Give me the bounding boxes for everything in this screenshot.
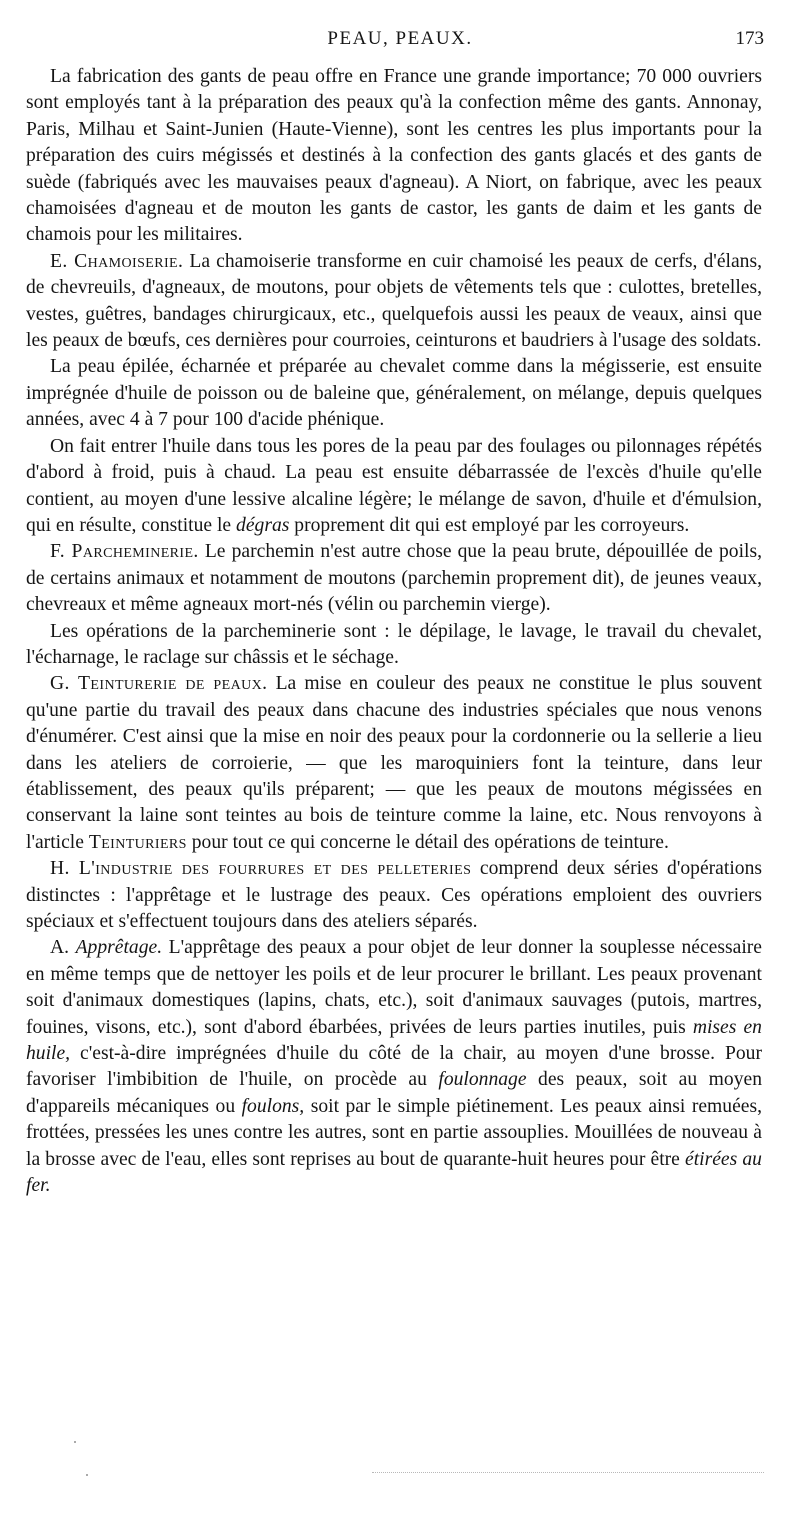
cross-reference-teinturiers: Teinturiers	[88, 831, 187, 853]
paragraph-huile	[26, 434, 762, 540]
paragraph-chamoiserie	[26, 249, 762, 355]
term-mises-en-huile: mises en huile,	[26, 1016, 762, 1065]
term-etirees-au-fer: étirées au fer.	[26, 1148, 762, 1197]
paragraph-text: La mise en couleur des peaux ne constitue le plus souvent qu'une partie du travail des peaux dans chacune des industries spéciales que nous venons d'énumérer. C'est ainsi que la mise en noir des peaux pour la cordonnerie ou la sellerie a lieu dans les ateliers de corroierie, — que les maroquiniers font la teinture, dans leur établissement, des peaux qu'ils préparent; — que les peaux de moutons mégissées en conservant la laine sont teintes au bois de teinture comme la laine, etc. Nous renvoyons à l'article	[26, 673, 762, 853]
paper-speck	[74, 1441, 76, 1443]
paragraph-text: La chamoiserie transforme en cuir chamoisé les peaux de cerfs, d'élans, de chevreuils, d'agneaux, de moutons, pour objets de vêtements tels que : culottes, bretelles, vestes, guêtres, bandages chirurgicaux, etc., quelquefois aussi les peaux de veaux, ainsi que les peaux de bœufs, ces dernières pour courroies, ceinturons et baudriers à l'usage des soldats.	[26, 250, 762, 352]
paragraph-text: proprement dit qui est employé par les corroyeurs.	[289, 514, 690, 536]
paragraph-text: des peaux, soit au moyen d'appareils mécaniques ou	[26, 1069, 762, 1117]
body-text	[26, 64, 762, 1199]
paragraph-appretage	[26, 935, 762, 1199]
paragraph-text: L'apprêtage des peaux a pour objet de leur donner la souplesse nécessaire en même temps que de nettoyer les poils et de leur procurer le brillant. Les peaux provenant soit d'animaux domestiques (lapins, chats, etc.), soit d'animaux sauvages (putois, martres, fouines, visons, etc.), sont d'abord ébarbées, privées de leurs parties inutiles, puis	[26, 937, 762, 1038]
paragraph-gants: La fabrication des gants de peau offre en France une grande importance; 70 000 ouvriers sont employés tant à la préparation des peaux qu'à la confection même des gants. Annonay, Paris, Milhau et Saint-Junien (Haute-Vienne), sont les centres les plus importants pour la préparation des cuirs mégissés et destinés à la confection des gants glacés et des gants de suède (fabriqués avec les mauvaises peaux d'agneau). A Niort, on fabrique, avec les peaux chamoisées d'agneau et de mouton les gants de castor, les gants de daim et les gants de chamois pour les militaires.	[26, 66, 762, 246]
running-head	[0, 28, 800, 58]
paragraph-text: Le parchemin n'est autre chose que la peau brute, dépouillée de poils, de certains animaux et notamment de moutons (parchemin proprement dit), de jeunes veaux, chevreaux et même agneaux mort-nés (vélin ou parchemin vierge).	[26, 541, 762, 616]
paragraph-text: pour tout ce qui concerne le détail des opérations de teinture.	[186, 831, 669, 853]
bleed-through-line	[372, 1472, 764, 1473]
paragraph-peau-epilee: La peau épilée, écharnée et préparée au chevalet comme dans la mégisserie, est ensuite imprégnée d'huile de poisson ou de baleine que, généralement, on mélange, depuis quelques années, avec 4 à 7 pour 100 d'acide phénique.	[26, 356, 762, 431]
section-label-teinturerie: G. Teinturerie de peaux.	[50, 673, 268, 695]
section-label-parcheminerie: F. Parcheminerie.	[50, 541, 199, 563]
term-foulons: foulons,	[241, 1095, 305, 1117]
paper-speck	[86, 1474, 88, 1476]
section-label-appretage: Apprêtage.	[75, 937, 163, 959]
term-degras: dégras	[236, 514, 290, 536]
section-label-chamoiserie: E. Chamoiserie.	[50, 250, 184, 272]
paragraph-teinturerie	[26, 671, 762, 856]
paragraph-text: comprend deux séries d'opérations distinctes : l'apprêtage et le lustrage des peaux. Ces opérations emploient des ouvriers spéciaux et s'effectuent toujours dans des ateliers séparés.	[26, 858, 762, 932]
running-title: PEAU, PEAUX.	[327, 28, 473, 49]
term-foulonnage: foulonnage	[438, 1069, 527, 1091]
section-label-fourrures: H. L'industrie des fourrures et des pelleteries	[50, 858, 472, 880]
paragraph-operations-parcheminerie: Les opérations de la parcheminerie sont : le dépilage, le lavage, le travail du chevalet, l'écharnage, le raclage sur châssis et le séchage.	[26, 620, 762, 668]
paragraph-parcheminerie	[26, 539, 762, 618]
paragraph-text: soit par le simple piétinement. Les peaux ainsi remuées, frottées, pressées les unes contre les autres, sont en partie assouplies. Mouillées de nouveau à la brosse avec de l'eau, elles sont reprises au bout de quarante-huit heures pour être	[26, 1095, 763, 1170]
paragraph-text: c'est-à-dire imprégnées d'huile du côté de la chair, au moyen d'une brosse. Pour favoriser l'imbibition de l'huile, on procède au	[26, 1043, 762, 1091]
paragraph-text: On fait entrer l'huile dans tous les pores de la peau par des foulages ou pilonnages répétés d'abord à froid, puis à chaud. La peau est ensuite débarrassée de l'excès d'huile qu'elle contient, au moyen d'une lessive alcaline légère; le mélange de savon, d'huile et d'émulsion, qui en résulte, constitue le	[26, 435, 762, 536]
section-label-letter: A.	[50, 937, 76, 959]
page-number: 173	[735, 28, 764, 49]
paragraph-fourrures	[26, 856, 762, 935]
